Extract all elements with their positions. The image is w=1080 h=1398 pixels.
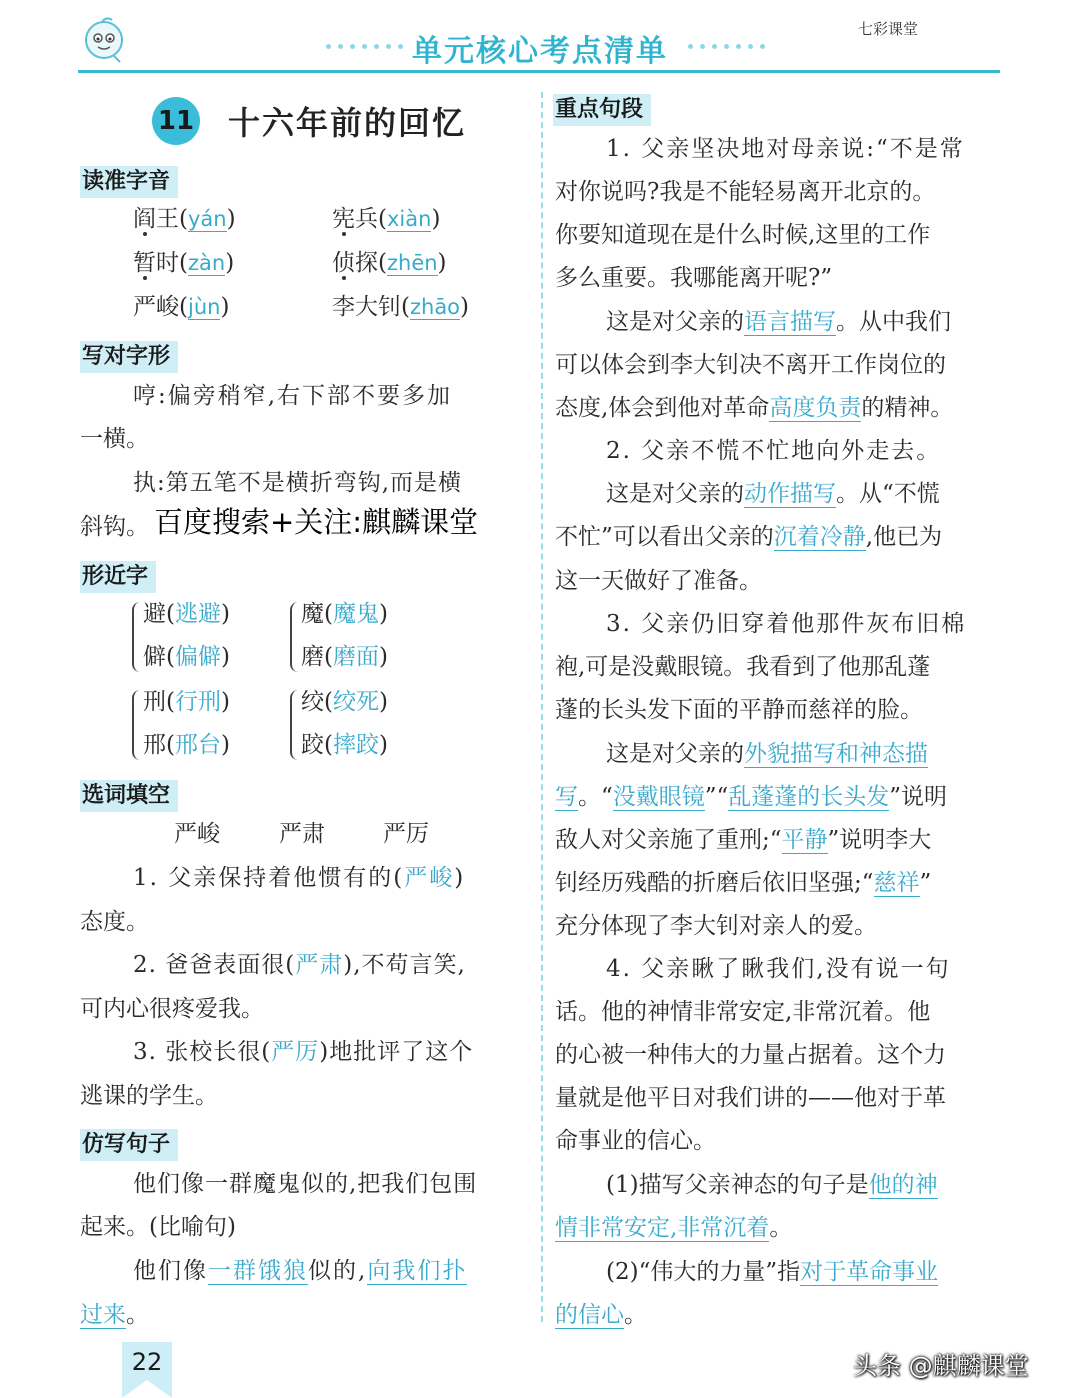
key-line: 这是对父亲的动作描写。从“不慌 — [606, 481, 940, 507]
pronunciation-item: 暂时(zàn) — [133, 250, 235, 276]
key-line: 3. 父亲仍旧穿着他那件灰布旧棉 — [606, 611, 967, 637]
key-line: 4. 父亲瞅了瞅我们,没有说一句 — [606, 956, 951, 982]
key-line: 不忙”可以看出父亲的沉着冷静,他已为 — [555, 524, 943, 550]
imitate-line: 他们像一群魔鬼似的,把我们包围 — [133, 1171, 478, 1197]
lesson-number-badge: 11 — [152, 97, 200, 145]
column-divider — [541, 92, 543, 1322]
pronunciation-item: 侦探(zhēn) — [332, 250, 447, 276]
imitate-line: 过来。 — [80, 1302, 149, 1328]
fill-question: 可内心很疼爱我。 — [80, 996, 264, 1022]
key-line: 这是对父亲的外貌描写和神态描 — [606, 741, 928, 767]
key-line: 写。“没戴眼镜”“乱蓬蓬的长头发”说明 — [555, 784, 948, 810]
pronunciation-item: 宪兵(xiàn) — [332, 206, 441, 232]
pronunciation-item: 严峻(jùn) — [133, 294, 230, 320]
section-label-fill: 选词填空 — [80, 780, 178, 812]
fill-question: 1. 父亲保持着他惯有的(严峻) — [133, 865, 466, 891]
glyph-line: 斜钩。 — [80, 514, 149, 540]
key-line: 的心被一种伟大的力量占据着。这个力 — [555, 1042, 946, 1068]
glyph-line: 哼:偏旁稍窄,右下部不要多加 — [133, 383, 453, 409]
key-line: 话。他的神情非常安定,非常沉着。他 — [555, 999, 931, 1025]
similar-char-item: 邢(邢台) — [143, 732, 230, 758]
key-line: 蓬的长头发下面的平静而慈祥的脸。 — [555, 697, 923, 723]
section-label-glyph: 写对字形 — [80, 341, 178, 373]
watermark-text: 百度搜索+关注:麒麟课堂 — [150, 500, 482, 541]
page-number: 22 — [131, 1348, 163, 1376]
source-credit: 头条 @麒麟课堂 — [853, 1352, 1029, 1380]
section-label-pronunciation: 读准字音 — [80, 166, 178, 198]
key-line: 量就是他平日对我们讲的——他对于革 — [555, 1085, 946, 1111]
imitate-line: 他们像一群饿狼似的,向我们扑 — [133, 1258, 468, 1284]
word-choice: 严峻 — [174, 821, 220, 847]
key-line: 敌人对父亲施了重刑;“平静”说明李大 — [555, 827, 932, 853]
header-title: 单元核心考点清单 — [412, 34, 668, 69]
key-line: 多么重要。我哪能离开呢?” — [555, 265, 833, 291]
key-line: 袍,可是没戴眼镜。我看到了他那乱蓬 — [555, 654, 931, 680]
key-line: 态度,体会到他对革命高度负责的精神。 — [555, 395, 954, 421]
imitate-line: 起来。(比喻句) — [80, 1214, 236, 1240]
word-choice: 严厉 — [383, 821, 429, 847]
key-line: 钊经历残酷的折磨后依旧坚强;“慈祥” — [555, 870, 932, 896]
key-line: 情非常安定,非常沉着。 — [555, 1215, 793, 1241]
key-line: (2)“伟大的力量”指对于革命事业 — [606, 1259, 939, 1285]
brace — [132, 690, 142, 760]
key-line: (1)描写父亲神态的句子是他的神 — [606, 1172, 938, 1198]
key-line: 对你说吗?我是不能轻易离开北京的。 — [555, 179, 936, 205]
pronunciation-item: 李大钊(zhāo) — [332, 294, 470, 320]
mascot-logo-icon — [80, 14, 132, 66]
key-line: 1. 父亲坚决地对母亲说:“不是常 — [606, 136, 965, 162]
similar-char-item: 避(逃避) — [143, 601, 230, 627]
brace — [290, 690, 300, 760]
key-line: 命事业的信心。 — [555, 1128, 716, 1154]
pronunciation-item: 阎王(yán) — [133, 206, 236, 232]
key-line: 这是对父亲的语言描写。从中我们 — [606, 309, 951, 335]
fill-question: 2. 爸爸表面很(严肃),不苟言笑, — [133, 952, 466, 978]
brand-label: 七彩课堂 — [858, 20, 919, 38]
similar-char-item: 刑(行刑) — [143, 689, 230, 715]
similar-char-item: 绞(绞死) — [301, 689, 388, 715]
word-choice: 严肃 — [279, 821, 325, 847]
key-line: 2. 父亲不慌不忙地向外走去。 — [606, 438, 942, 464]
similar-char-item: 魔(魔鬼) — [301, 601, 388, 627]
fill-question: 逃课的学生。 — [80, 1083, 218, 1109]
fill-question: 态度。 — [80, 909, 149, 935]
key-line: 充分体现了李大钊对亲人的爱。 — [555, 913, 877, 939]
key-line: 可以体会到李大钊决不离开工作岗位的 — [555, 352, 946, 378]
similar-char-item: 磨(磨面) — [301, 644, 388, 670]
page-number-notch — [122, 1380, 172, 1398]
similar-char-item: 僻(偏僻) — [143, 644, 230, 670]
fill-question: 3. 张校长很(严厉)地批评了这个 — [133, 1039, 474, 1065]
section-label-similar: 形近字 — [80, 561, 156, 593]
key-line: 你要知道现在是什么时候,这里的工作 — [555, 222, 931, 248]
key-line: 这一天做好了准备。 — [555, 568, 762, 594]
section-label-imitate: 仿写句子 — [80, 1129, 178, 1161]
header-dots-right — [688, 44, 765, 50]
section-label-key: 重点句段 — [553, 94, 651, 126]
brace — [132, 602, 142, 672]
key-line: 的信心。 — [555, 1302, 647, 1328]
lesson-title: 十六年前的回忆 — [228, 104, 467, 142]
glyph-line: 执:第五笔不是横折弯钩,而是横 — [133, 470, 463, 496]
similar-char-item: 跤(摔跤) — [301, 732, 388, 758]
glyph-line: 一横。 — [80, 426, 149, 452]
brace — [290, 602, 300, 672]
header-rule — [78, 70, 1000, 73]
